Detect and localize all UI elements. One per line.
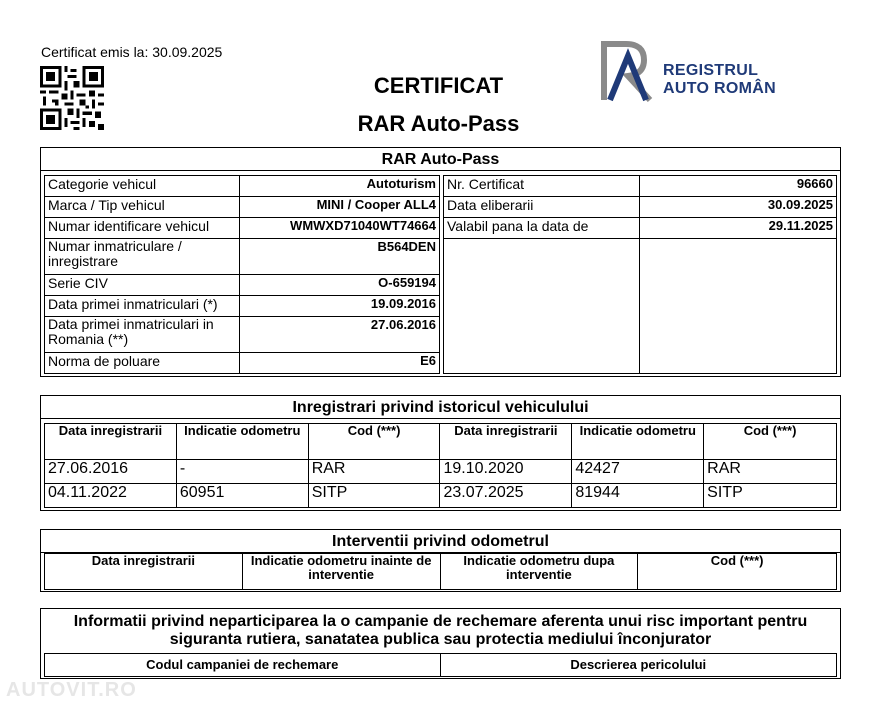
- table-cell: RAR: [704, 460, 837, 484]
- row-label: Norma de poluare: [45, 353, 240, 374]
- row-value: O-659194: [240, 275, 440, 296]
- certificate-title: CERTIFICAT: [373, 73, 504, 98]
- table-cell: 60951: [176, 484, 308, 508]
- table-cell: 27.06.2016: [45, 460, 177, 484]
- table-cell: RAR: [308, 460, 440, 484]
- table-row: [45, 176, 440, 197]
- table-cell: 81944: [572, 484, 704, 508]
- vehicle-info-title: RAR Auto-Pass: [41, 148, 840, 171]
- column-header: Cod (***): [308, 424, 440, 460]
- column-header: Data inregistrarii: [45, 424, 177, 460]
- row-value: Autoturism: [240, 176, 440, 197]
- table-row: [444, 239, 837, 374]
- logo-line2: AUTO ROMÂN: [663, 80, 776, 97]
- row-label: Serie CIV: [45, 275, 240, 296]
- empty-cell: [640, 239, 837, 374]
- odometer-interventions-title: Interventii privind odometrul: [41, 530, 840, 553]
- watermark: AUTOVIT.RO: [6, 679, 137, 701]
- row-value: 29.11.2025: [640, 218, 837, 239]
- table-row: [45, 218, 440, 239]
- table-row: [45, 296, 440, 317]
- column-header: Codul campaniei de rechemare: [45, 654, 441, 677]
- column-header: Cod (***): [638, 554, 837, 590]
- row-value: 19.09.2016: [240, 296, 440, 317]
- row-value: E6: [240, 353, 440, 374]
- empty-cell: [444, 239, 640, 374]
- column-header: Descrierea pericolului: [440, 654, 837, 677]
- recall-table: [44, 653, 837, 677]
- table-row: [444, 218, 837, 239]
- column-header: Cod (***): [704, 424, 837, 460]
- column-header: Data inregistrarii: [45, 554, 243, 590]
- row-label: Data primei inmatriculari in Romania (**): [45, 317, 240, 353]
- table-header-row: [45, 654, 837, 677]
- column-header: Indicatie odometru: [572, 424, 704, 460]
- row-value: 30.09.2025: [640, 197, 837, 218]
- row-label: Categorie vehicul: [45, 176, 240, 197]
- table-cell: 23.07.2025: [440, 484, 572, 508]
- row-label: Marca / Tip vehicul: [45, 197, 240, 218]
- history-table: [44, 423, 837, 508]
- row-value: B564DEN: [240, 239, 440, 275]
- rar-logo: [600, 38, 790, 102]
- certificate-details-table: [443, 175, 837, 374]
- table-header-row: [45, 424, 837, 460]
- logo-line1: REGISTRUL: [663, 62, 759, 79]
- table-row: [45, 460, 837, 484]
- table-cell: -: [176, 460, 308, 484]
- row-value: 27.06.2016: [240, 317, 440, 353]
- odometer-interventions-table: [44, 553, 837, 590]
- row-value: MINI / Cooper ALL4: [240, 197, 440, 218]
- table-header-row: [45, 554, 837, 590]
- recall-title: Informatii privind neparticiparea la o campanie de rechemare aferenta unui risc important pentru siguranta rutiera, sanatatea publica sau protectia mediului înconjurator: [73, 613, 808, 648]
- table-cell: 04.11.2022: [45, 484, 177, 508]
- table-row: [45, 197, 440, 218]
- table-row: [45, 275, 440, 296]
- table-row: [444, 176, 837, 197]
- row-label: Numar identificare vehicul: [45, 218, 240, 239]
- row-value: WMWXD71040WT74664: [240, 218, 440, 239]
- issue-date: Certificat emis la: 30.09.2025: [41, 44, 223, 60]
- column-header: Indicatie odometru: [176, 424, 308, 460]
- rar-logo-icon: [600, 38, 660, 102]
- row-label: Data primei inmatriculari (*): [45, 296, 240, 317]
- table-cell: SITP: [308, 484, 440, 508]
- column-header: Data inregistrarii: [440, 424, 572, 460]
- vehicle-details-table: [44, 175, 440, 374]
- table-row: [444, 197, 837, 218]
- row-value: 96660: [640, 176, 837, 197]
- table-row: [45, 353, 440, 374]
- table-row: [45, 484, 837, 508]
- row-label: Valabil pana la data de: [444, 218, 640, 239]
- table-cell: 19.10.2020: [440, 460, 572, 484]
- row-label: Nr. Certificat: [444, 176, 640, 197]
- row-label: Data eliberarii: [444, 197, 640, 218]
- table-cell: SITP: [704, 484, 837, 508]
- column-header: Indicatie odometru dupa interventie: [440, 554, 638, 590]
- history-title: Inregistrari privind istoricul vehiculului: [41, 396, 840, 419]
- certificate-subtitle: RAR Auto-Pass: [357, 111, 520, 136]
- table-row: [45, 239, 440, 275]
- row-label: Numar inmatriculare / inregistrare: [45, 239, 240, 275]
- column-header: Indicatie odometru inainte de interventie: [242, 554, 440, 590]
- table-row: [45, 317, 440, 353]
- table-cell: 42427: [572, 460, 704, 484]
